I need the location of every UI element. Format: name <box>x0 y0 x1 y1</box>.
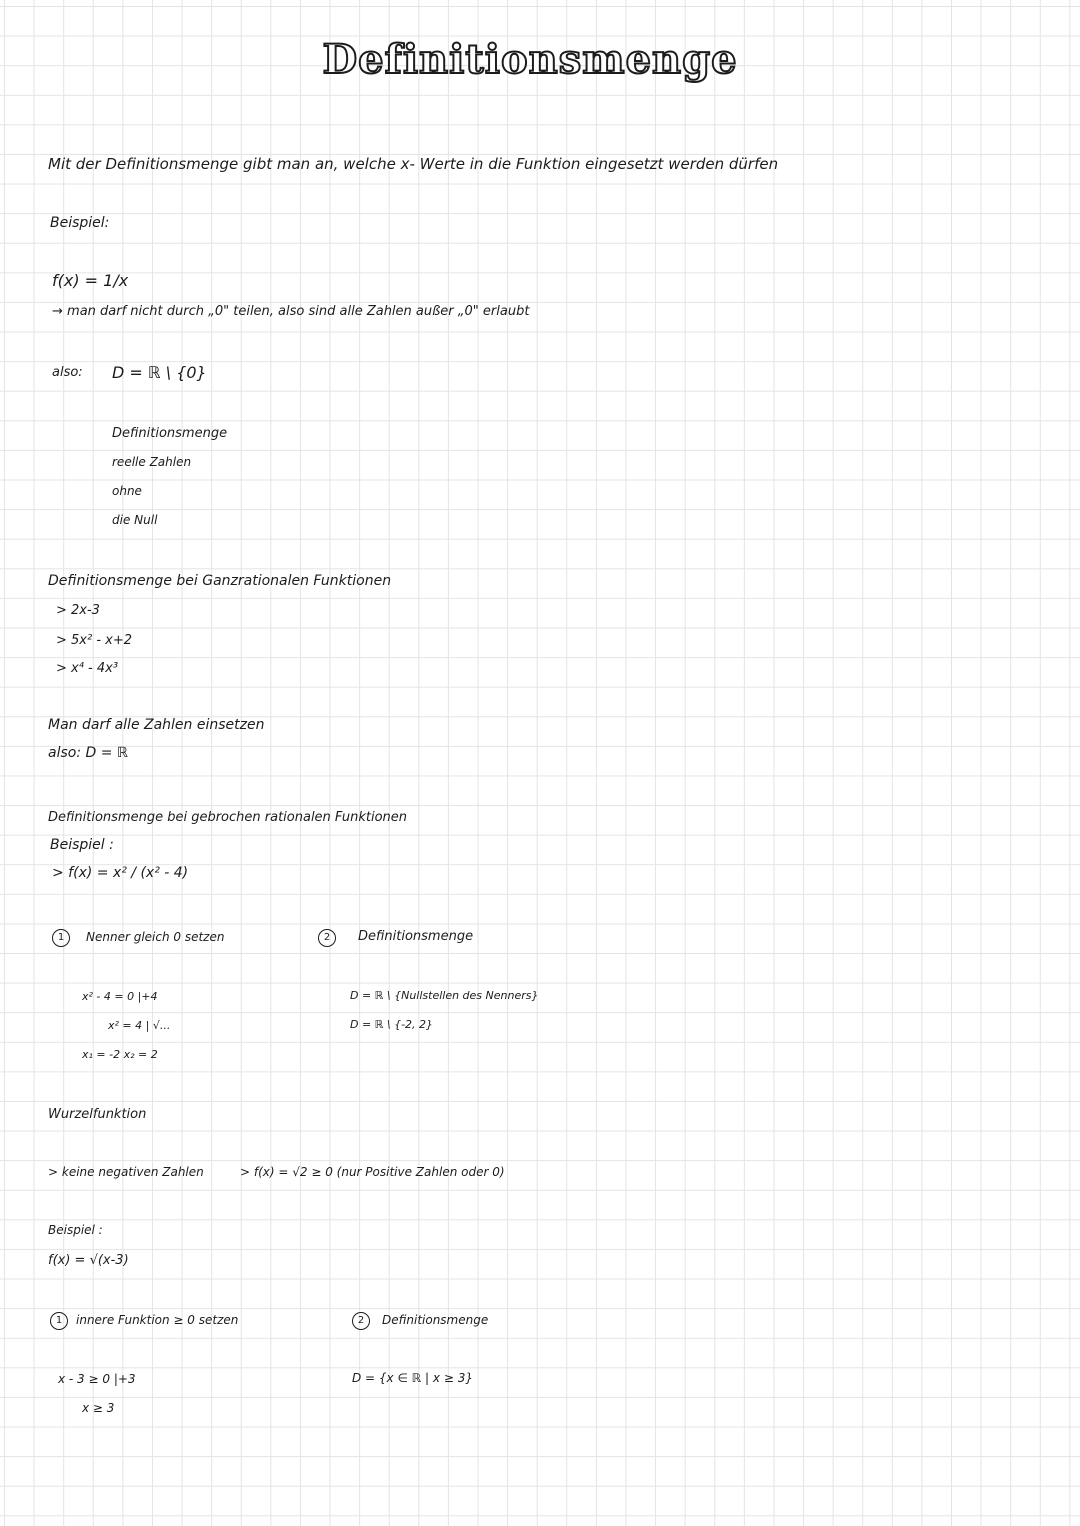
wurzel-heading: Wurzelfunktion <box>48 1107 147 1122</box>
explanation-line: reelle Zahlen <box>112 455 192 469</box>
wurzel-function: f(x) = √(x-3) <box>48 1253 129 1268</box>
calc-line: x - 3 ≥ 0 |+3 <box>58 1372 136 1386</box>
def-line: D = ℝ \ {Nullstellen des Nenners} <box>350 989 539 1002</box>
gebrochen-heading: Definitionsmenge bei gebrochen rationalen Funktionen <box>48 810 408 825</box>
explanation-line: Definitionsmenge <box>112 426 228 441</box>
step-number: 2 <box>318 929 336 947</box>
calc-line: x² - 4 = 0 |+4 <box>82 990 158 1003</box>
gebrochen-step1: Nenner gleich 0 setzen <box>86 930 225 944</box>
wurzel-step2: Definitionsmenge <box>382 1313 489 1327</box>
gebrochen-function: > f(x) = x² / (x² - 4) <box>52 865 189 881</box>
ganzrational-item: > x⁴ - 4x³ <box>56 661 119 676</box>
wurzel-note1: > keine negativen Zahlen <box>48 1165 204 1179</box>
wurzel-step1: innere Funktion ≥ 0 setzen <box>76 1313 239 1327</box>
calc-line: x² = 4 | √... <box>108 1019 171 1032</box>
ganzrational-note: Man darf alle Zahlen einsetzen <box>48 717 265 733</box>
gebrochen-step2: Definitionsmenge <box>358 929 474 944</box>
step-number: 2 <box>352 1312 370 1330</box>
wurzel-note2: > f(x) = √2 ≥ 0 (nur Positive Zahlen oder 0) <box>240 1165 505 1179</box>
calc-line: x ≥ 3 <box>82 1401 115 1415</box>
gebrochen-example-label: Beispiel : <box>50 837 114 853</box>
example1-label: Beispiel: <box>50 215 110 231</box>
wurzel-example-label: Beispiel : <box>48 1223 103 1237</box>
explanation-line: ohne <box>112 484 142 498</box>
step-number: 1 <box>50 1312 68 1330</box>
example1-function: f(x) = 1/x <box>52 271 129 290</box>
ganzrational-item: > 2x-3 <box>56 603 100 618</box>
ganzrational-item: > 5x² - x+2 <box>56 633 133 648</box>
example1-also-label: also: <box>52 365 83 380</box>
example1-set: D = ℝ \ {0} <box>112 363 207 382</box>
example1-note: → man darf nicht durch „0" teilen, also sind alle Zahlen außer „0" erlaubt <box>52 304 530 319</box>
calc-line: x₁ = -2 x₂ = 2 <box>82 1048 158 1061</box>
wurzel-def: D = {x ∈ ℝ | x ≥ 3} <box>352 1371 473 1385</box>
intro-text: Mit der Definitionsmenge gibt man an, welche x- Werte in die Funktion eingesetzt werden dürfen <box>48 155 779 173</box>
page-title: Definitionsmenge <box>322 36 738 83</box>
explanation-line: die Null <box>112 513 158 527</box>
ganzrational-heading: Definitionsmenge bei Ganzrationalen Funktionen <box>48 573 392 589</box>
def-line: D = ℝ \ {-2, 2} <box>350 1018 434 1031</box>
step-number: 1 <box>52 929 70 947</box>
ganzrational-result: also: D = ℝ <box>48 745 128 761</box>
